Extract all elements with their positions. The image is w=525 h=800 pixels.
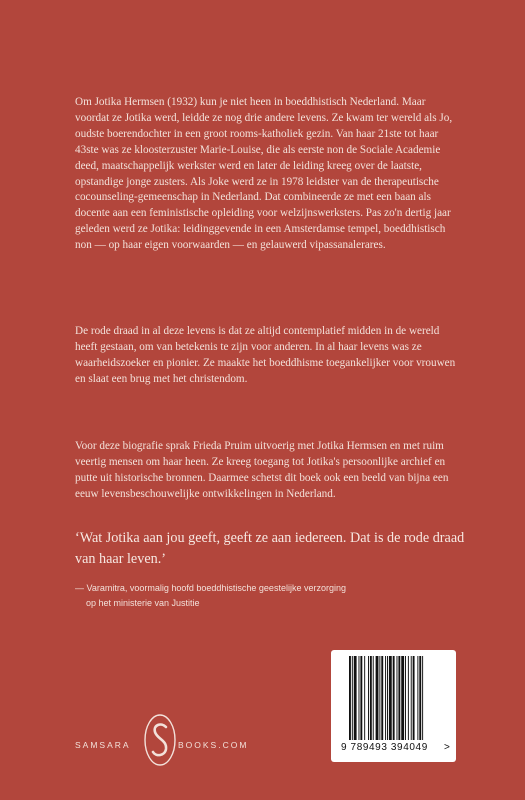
barcode-bar xyxy=(393,656,395,740)
barcode-bar xyxy=(354,656,357,740)
barcode-bar xyxy=(376,656,379,740)
barcode-bar xyxy=(373,656,374,740)
barcode-bar xyxy=(405,656,406,740)
barcode-bar xyxy=(360,656,362,740)
barcode-bar xyxy=(379,656,380,740)
samsara-s-logo-icon xyxy=(143,712,177,768)
barcode-bar xyxy=(398,656,400,740)
blurb-paragraph-2: De rode draad in al deze levens is dat ze altijd contemplatief midden in de wereld heeft gestaan, om van betekenis te zijn voor anderen. In al haar levens was ze waarheidszoeker en pionier. Ze maakte het boeddhisme toegankelijker voor vrouwen en slaat een brug met het christendom. xyxy=(75,325,456,385)
barcode-bar xyxy=(387,656,388,740)
barcode-bar xyxy=(364,656,365,740)
publisher-imprint xyxy=(75,700,265,760)
quote-attribution xyxy=(75,581,465,611)
barcode-bar xyxy=(349,656,351,740)
barcode-bar xyxy=(413,656,415,740)
attribution-line-2: op het ministerie van Justitie xyxy=(86,598,200,608)
barcode-bar xyxy=(397,656,398,740)
barcode-bar xyxy=(401,656,404,740)
isbn-number: 9 789493 394049 xyxy=(341,742,428,753)
blurb-paragraph-1: Om Jotika Hermsen (1932) kun je niet heen in boeddhistisch Nederland. Maar voordat ze Jotika werd, leidde ze nog drie andere levens. Ze kwam ter wereld als Jo, oudste boerendochter in een groot rooms-katholiek gezin. Van haar 21ste tot haar 43ste was ze kloosterzuster Marie-Louise, die als eerste non de Sociale Academie deed, maatschappelijk werkster werd en later de leiding kreeg over de laatste, opstandige jonge zusters. Als Joke werd ze in 1978 leidster van de therapeutische cocounseling-gemeenschap in Nederland. Dat combineerde ze met een baan als docente aan een feministische opleiding voor welzijnswerksters. Pas zo'n dertig jaar geleden werd ze Jotika: leidinggevende in een Amsterdamse tempel, boeddhistisch non — op haar eigen voorwaarden — en gelauwerd vipassanalerares. xyxy=(75,96,453,252)
publisher-name-left: SAMSARA xyxy=(75,740,131,750)
attribution-line-1: — Varamitra, voormalig hoofd boeddhistische geestelijke verzorging xyxy=(75,583,346,593)
barcode-bar xyxy=(381,656,383,740)
barcode-bars xyxy=(349,656,441,740)
barcode-bar xyxy=(352,656,353,740)
barcode-bar xyxy=(385,656,386,740)
publisher-name-right: BOOKS.COM xyxy=(178,740,249,750)
blurb-paragraph-3: Voor deze biografie sprak Frieda Pruim uitvoerig met Jotika Hermsen en met ruim veertig mensen om haar heen. Ze kreeg toegang tot Jotika's persoonlijke archief en putte uit historische bronnen. Daarmee schetst dit boek ook een beeld van bijna een eeuw levensbeschouwelijke ontwikkelingen in Nederland. xyxy=(75,440,449,500)
barcode-bar xyxy=(419,656,421,740)
endorsement-quote: ‘Wat Jotika aan jou geeft, geeft ze aan iedereen. Dat is de rode draad van haar leven.’ xyxy=(75,530,465,567)
barcode-bar xyxy=(370,656,372,740)
isbn-barcode xyxy=(331,650,456,762)
barcode-bar xyxy=(417,656,418,740)
barcode-bar xyxy=(389,656,392,740)
barcode-bar xyxy=(359,656,360,740)
barcode-bar xyxy=(411,656,412,740)
barcode-bar xyxy=(408,656,409,740)
barcode-bar xyxy=(368,656,369,740)
barcode-bar xyxy=(422,656,423,740)
isbn-arrow: > xyxy=(444,742,450,753)
